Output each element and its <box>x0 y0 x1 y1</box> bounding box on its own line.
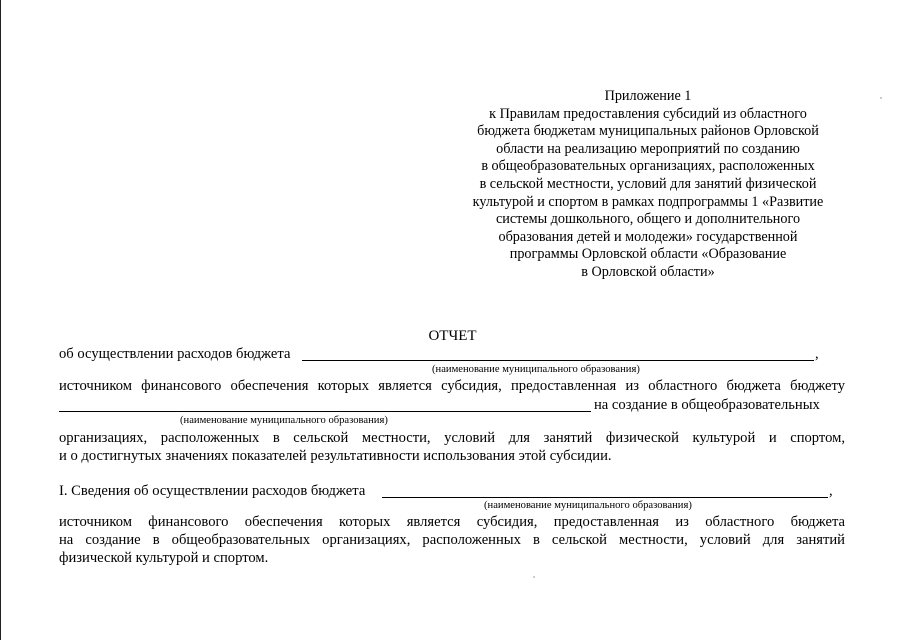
appendix-line: в сельской местности, условий для занятий физической <box>479 175 817 192</box>
appendix-line: в общеобразовательных организациях, расположенных <box>481 158 815 175</box>
report-line-4: организациях, расположенных в сельской местности, условий для занятий физической культурой и спортом, <box>59 430 845 446</box>
municipality-name-field[interactable] <box>302 360 814 361</box>
appendix-line: области на реализацию мероприятий по созданию <box>496 140 800 157</box>
municipality-name-field-2[interactable] <box>59 411 591 412</box>
report-title: ОТЧЕТ <box>428 328 477 344</box>
report-line-3: на создание в общеобразовательных <box>594 397 820 413</box>
scan-speck <box>533 576 535 578</box>
appendix-line: к Правилам предоставления субсидий из областного <box>489 105 807 122</box>
appendix-line: образования детей и молодежи» государственной <box>498 228 798 245</box>
report-line-2: источником финансового обеспечения которых является субсидия, предоставленная из областного бюджета бюджету <box>59 378 845 394</box>
section-1-line-3: физической культурой и спортом. <box>59 550 269 566</box>
appendix-line: в Орловской области» <box>581 263 715 280</box>
report-line-5: и о достигнутых значениях показателей результативности использования этой субсидии. <box>59 448 612 464</box>
caption-municipality-3: (наименование муниципального образования) <box>484 500 692 511</box>
municipality-name-field-3[interactable] <box>382 497 828 498</box>
appendix-header <box>448 88 848 282</box>
appendix-line: Приложение 1 <box>604 88 692 104</box>
appendix-line: культурой и спортом в рамках подпрограммы 1 «Развитие <box>472 193 824 210</box>
scan-speck <box>880 97 882 99</box>
report-line-1: об осуществлении расходов бюджета <box>59 346 291 362</box>
caption-municipality-1: (наименование муниципального образования) <box>432 364 640 375</box>
appendix-line: системы дошкольного, общего и дополнительного <box>495 211 801 228</box>
appendix-line: программы Орловской области «Образование <box>509 246 787 263</box>
report-line-1-comma: , <box>815 346 819 362</box>
section-1-line-2: на создание в общеобразовательных организациях, расположенных в сельской местности, условий для занятий <box>59 532 845 548</box>
section-1-heading-comma: , <box>829 483 833 499</box>
caption-municipality-2: (наименование муниципального образования) <box>180 415 388 426</box>
section-1-heading: I. Сведения об осуществлении расходов бюджета <box>59 483 366 499</box>
appendix-line: бюджета бюджетам муниципальных районов Орловской <box>477 123 819 140</box>
section-1-line-1: источником финансового обеспечения которых является субсидия, предоставленная из областного бюджета <box>59 514 845 530</box>
page-left-edge <box>0 0 1 640</box>
